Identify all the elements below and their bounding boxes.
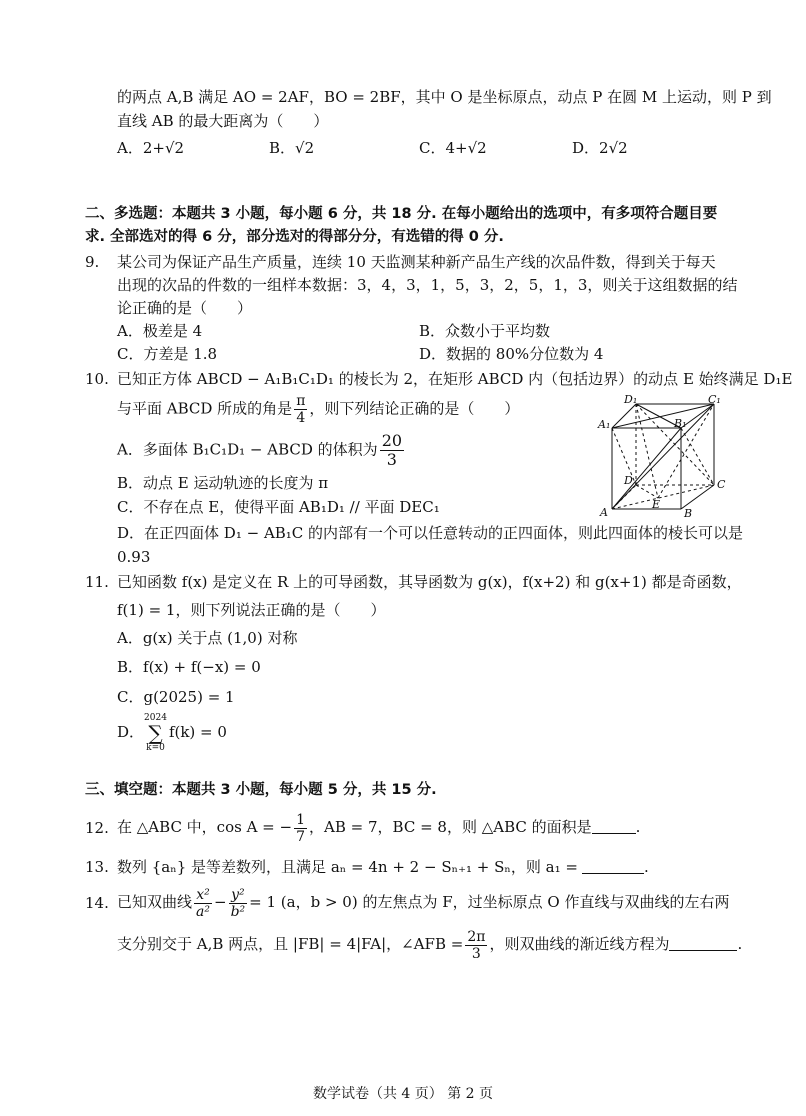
q9-option-a: A．极差是 4 (117, 322, 203, 340)
q9-line2: 出现的次品的件数的一组样本数据：3，4，3，1，5，3，2，5，1，3，则关于这组数据的结 (117, 276, 738, 294)
q9-number: 9. (85, 253, 100, 271)
q14-number: 14. (85, 894, 109, 912)
q11-option-a: A．g(x) 关于点 (1,0) 对称 (117, 629, 298, 647)
q13-text-a: 数列 {aₙ} 是等差数列，且满足 aₙ = 4n + 2 − Sₙ₊₁ + Sₙ，则 a₁ = (117, 858, 578, 876)
q10-angle-denominator: 4 (296, 410, 306, 426)
q10-angle-numerator: π (296, 393, 306, 409)
q10-option-d-line2: 0.93 (117, 548, 151, 566)
q11-line1: 已知函数 f(x) 是定义在 R 上的可导函数，其导函数为 g(x)，f(x+2) 和 g(x+1) 都是奇函数， (117, 573, 742, 591)
label-c: C (717, 478, 726, 491)
q10-angle-fraction (294, 393, 307, 426)
q14-x-fraction (194, 887, 212, 920)
q11-option-c: C．g(2025) = 1 (117, 688, 235, 706)
summation-upper: 2024 (144, 713, 167, 723)
q9-option-d: D．数据的 80%分位数为 4 (419, 345, 604, 363)
section3-title: 三、填空题：本题共 3 小题，每小题 5 分，共 15 分. (85, 782, 437, 798)
edge-a1d1 (612, 404, 636, 428)
q10-volume-fraction (380, 432, 404, 469)
q12-cos-fraction (294, 812, 307, 845)
q10-option-c: C．不存在点 E，使得平面 AB₁D₁ // 平面 DEC₁ (117, 498, 440, 516)
q14-y-fraction (229, 887, 248, 920)
q10-volume-numerator: 20 (381, 431, 403, 450)
page-footer: 数学试卷（共 4 页） 第 2 页 (312, 1086, 494, 1102)
q8-option-d: D．2√2 (572, 139, 628, 157)
q11-option-d-label: D． (117, 723, 145, 741)
summation-lower: k=0 (146, 743, 165, 753)
q14-y-denominator: b² (230, 903, 246, 920)
q12-number: 12. (85, 819, 109, 837)
q14-line2-text-b: ，则双曲线的渐近线方程为 (489, 935, 670, 953)
q12-text-a: 在 △ABC 中，cos A = − (117, 818, 293, 836)
q12-cos-numerator: 1 (296, 811, 306, 828)
q10-line2 (117, 393, 519, 426)
q8-option-c: C．4+√2 (419, 139, 487, 157)
label-d1: D₁ (624, 393, 638, 406)
q9-option-b: B．众数小于平均数 (419, 322, 551, 340)
q14-line1 (117, 883, 729, 921)
q9-line3: 论正确的是（ ） (117, 299, 253, 317)
edge-bc (681, 485, 714, 509)
q11-line2: f(1) = 1，则下列说法正确的是（ ） (117, 601, 386, 619)
q10-option-a-text: A．多面体 B₁C₁D₁ − ABCD 的体积为 (117, 440, 378, 459)
q14-line2 (117, 925, 742, 963)
q10-volume-denominator: 3 (386, 450, 397, 469)
q9-line1: 某公司为保证产品生产质量，连续 10 天监测某种新产品生产线的次品件数，得到关于每天 (117, 253, 716, 271)
summation (144, 713, 167, 753)
label-b1: B₁ (674, 417, 687, 430)
q13-text (117, 857, 649, 877)
q11-option-d-expr: f(k) = 0 (168, 723, 227, 741)
q10-number: 10. (85, 370, 109, 388)
q8-option-b: B．√2 (269, 139, 315, 157)
q14-minus: − (213, 893, 227, 911)
q14-line2-text-a: 支分别交于 A,B 两点，且 |FB| = 4|FA|，∠AFB = (117, 935, 464, 953)
q10-line2-text-a: 与平面 ABCD 所成的角是 (117, 399, 293, 418)
q12-answer-blank[interactable] (592, 819, 636, 834)
q12-text (117, 808, 640, 846)
q14-end: . (737, 935, 743, 953)
q14-answer-blank[interactable] (669, 936, 737, 951)
q13-number: 13. (85, 858, 109, 876)
q12-cos-denominator: 7 (296, 828, 306, 845)
q11-option-d (117, 712, 227, 753)
section2-title-line1: 二、多选题：本题共 3 小题，每小题 6 分，共 18 分. 在每小题给出的选项中，有多项符合题目要 (85, 206, 718, 222)
q14-x-denominator: a² (196, 903, 210, 920)
q10-line1: 已知正方体 ABCD − A₁B₁C₁D₁ 的棱长为 2，在矩形 ABCD 内（包括边界）的动点 E 始终满足 D₁E (117, 370, 793, 388)
summation-sigma: ∑ (148, 721, 163, 745)
q8-line1: 的两点 A,B 满足 AO = 2AF，BO = 2BF，其中 O 是坐标原点，动点 P 在圆 M 上运动，则 P 到 (117, 88, 772, 106)
label-a1: A₁ (598, 418, 611, 431)
q10-option-d-line1: D．在正四面体 D₁ − AB₁C 的内部有一个可以任意转动的正四面体，则此四面体的棱长可以是 (117, 524, 744, 542)
q10-option-a (117, 432, 406, 469)
q11-number: 11. (85, 573, 109, 591)
q8-line2: 直线 AB 的最大距离为（ ） (117, 112, 329, 130)
hidden-a-c (612, 485, 714, 509)
q9-option-c: C．方差是 1.8 (117, 345, 218, 363)
diagonal-a-c1 (612, 404, 714, 509)
hidden-d-e (636, 485, 658, 498)
label-d: D (624, 474, 633, 487)
label-e: E (652, 498, 661, 511)
q12-end: . (635, 818, 641, 836)
diagonal-a1-c1 (612, 404, 714, 428)
label-a: A (600, 506, 608, 519)
q14-text-a: 已知双曲线 (117, 893, 193, 911)
q12-text-b: ，AB = 7，BC = 8，则 △ABC 的面积是 (309, 818, 592, 836)
q10-option-b: B．动点 E 运动轨迹的长度为 π (117, 474, 329, 492)
q8-option-a: A．2+√2 (117, 139, 185, 157)
section2-title-line2: 求. 全部选对的得 6 分，部分选对的得部分分，有选错的得 0 分. (85, 229, 504, 245)
q10-line2-text-b: ，则下列结论正确的是（ ） (309, 399, 520, 418)
q14-y-numerator: y² (229, 887, 248, 904)
cube-figure (590, 392, 730, 520)
q14-x-numerator: x² (194, 887, 212, 904)
q14-text-b: = 1 (a，b > 0) 的左焦点为 F，过坐标原点 O 作直线与双曲线的左右两 (249, 893, 730, 911)
q14-angle-fraction (465, 929, 487, 962)
q11-option-b: B．f(x) + f(−x) = 0 (117, 658, 261, 676)
label-b: B (684, 507, 693, 520)
q13-end: . (643, 858, 649, 876)
q13-answer-blank[interactable] (582, 859, 644, 874)
q14-angle-denominator: 3 (471, 945, 481, 962)
label-c1: C₁ (708, 393, 721, 406)
q14-angle-numerator: 2π (467, 928, 486, 945)
